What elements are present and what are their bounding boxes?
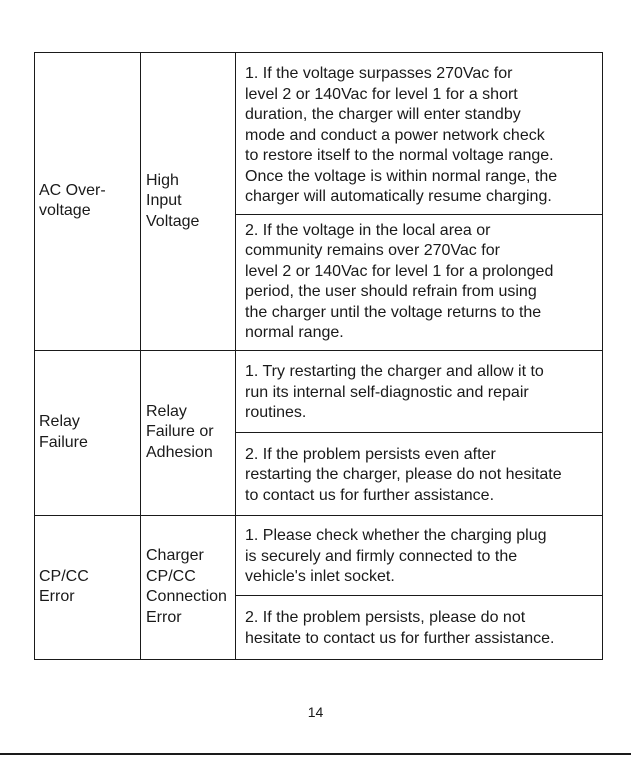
solution-cell (236, 350, 603, 432)
fault-name: AC Over- voltage (39, 181, 106, 220)
solution-text: 1. If the voltage surpasses 270Vac for level 2 or 140Vac for level 1 for a short duration, the charger will enter standby mode and conduct a power network check to restore itself to the normal voltage range. Once the voltage is within normal range, the charger will automatically resume charging. (245, 65, 558, 205)
fault-description: Charger CP/CC Connection Error (146, 547, 227, 626)
solution-cell (236, 595, 603, 659)
solution-text: 2. If the problem persists even after restarting the charger, please do not hesitate to contact us for further assistance. (245, 445, 562, 504)
solution-text: 2. If the voltage in the local area or community remains over 270Vac for level 2 or 140Vac for level 1 for a prolonged period, the user should refrain from using the charger until the voltage returns to the normal range. (245, 221, 554, 341)
solution-text: 2. If the problem persists, please do not hesitate to contact us for further assistance. (245, 609, 555, 647)
fault-name: Relay Failure (39, 413, 88, 451)
description-cell (141, 53, 236, 351)
solution-cell (236, 432, 603, 515)
fault-description: High Input Voltage (146, 171, 200, 230)
fault-description: Relay Failure or Adhesion (146, 402, 214, 461)
solution-text: 1. Please check whether the charging plug is securely and firmly connected to the vehicle's inlet socket. (245, 527, 547, 586)
solution-text: 1. Try restarting the charger and allow it to run its internal self-diagnostic and repair routines. (245, 363, 544, 422)
solution-cell (236, 53, 603, 215)
fault-cell (35, 53, 141, 351)
description-cell (141, 515, 236, 659)
footer-divider (0, 753, 631, 755)
table-row (35, 350, 603, 432)
solution-cell (236, 214, 603, 350)
solution-cell (236, 515, 603, 595)
fault-name: CP/CC Error (39, 567, 89, 605)
fault-cell (35, 515, 141, 659)
troubleshooting-table (34, 52, 603, 660)
page-number: 14 (307, 704, 324, 720)
fault-cell (35, 350, 141, 515)
table-row (35, 53, 603, 215)
description-cell (141, 350, 236, 515)
table-row (35, 515, 603, 595)
